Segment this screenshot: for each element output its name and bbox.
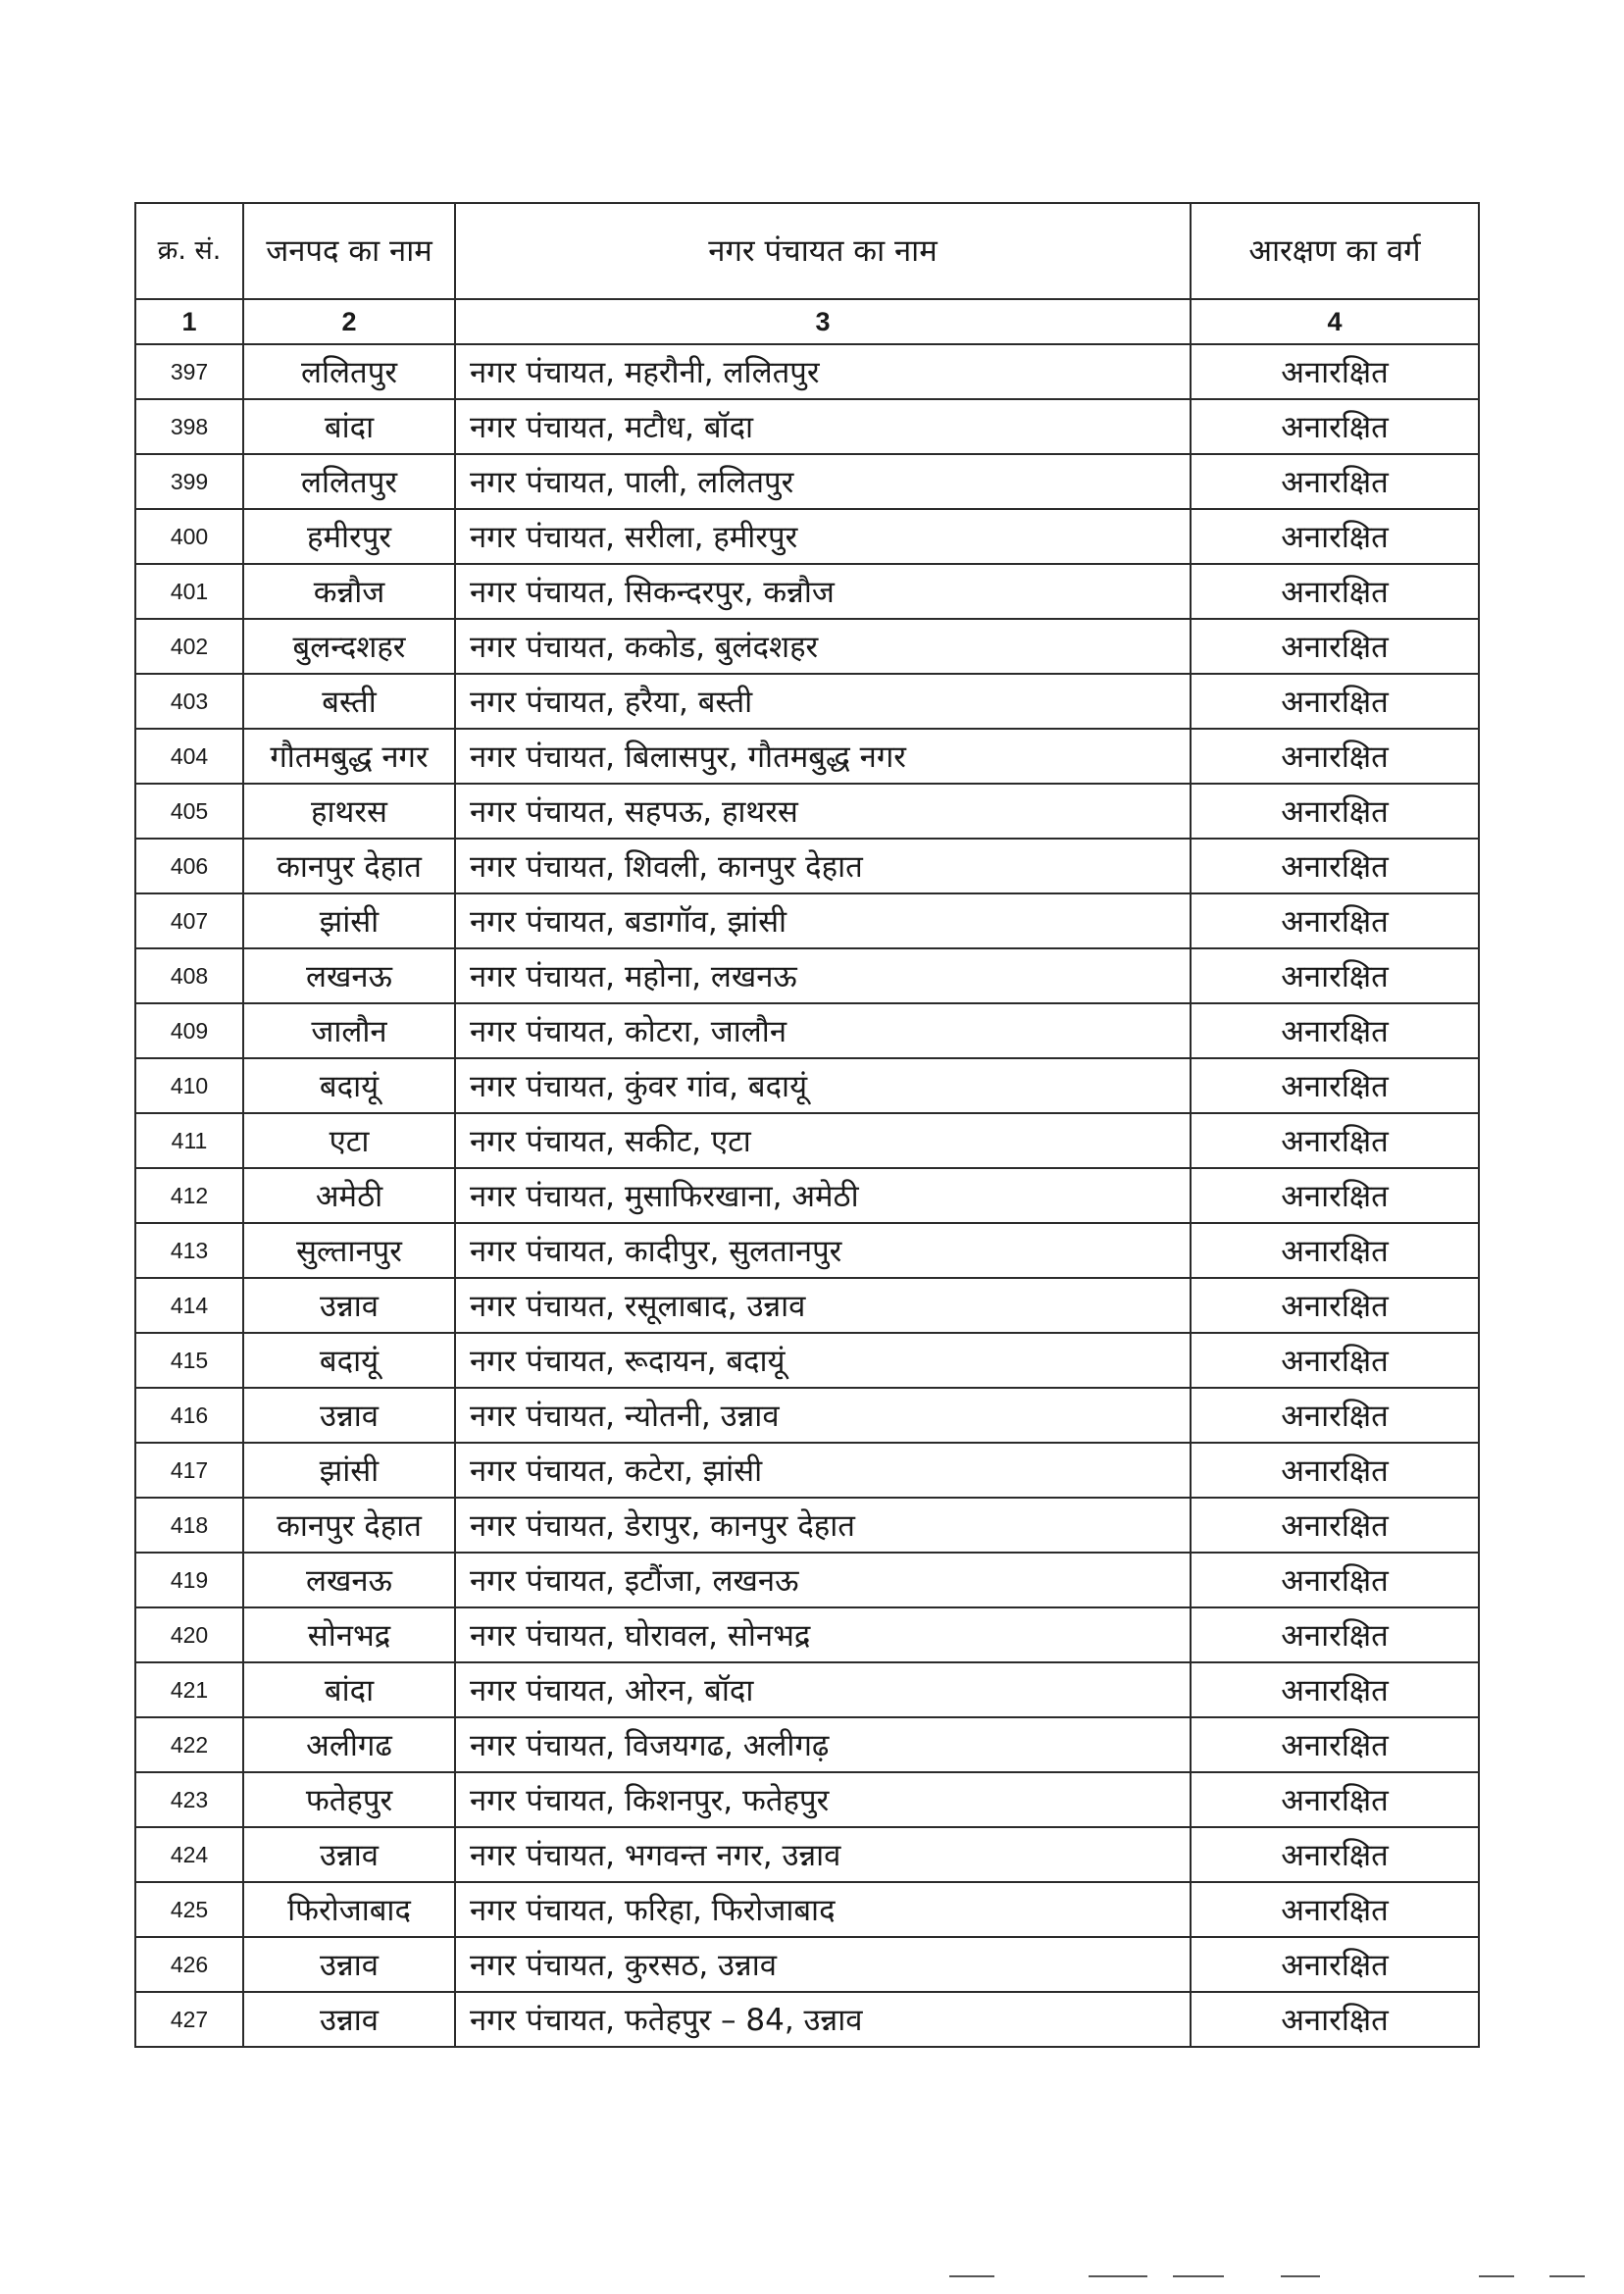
nagar-panchayat-cell: नगर पंचायत, कादीपुर, सुलतानपुर — [455, 1223, 1191, 1278]
reservation-category-cell: अनारक्षित — [1191, 399, 1479, 454]
table-row — [135, 1937, 1479, 1992]
serial-number-cell: 422 — [135, 1717, 243, 1772]
column-number: 2 — [243, 299, 455, 344]
reservation-category-cell: अनारक्षित — [1191, 509, 1479, 564]
district-cell: बदायूं — [243, 1333, 455, 1388]
nagar-panchayat-cell: नगर पंचायत, पाली, ललितपुर — [455, 454, 1191, 509]
nagar-panchayat-cell: नगर पंचायत, रूदायन, बदायूं — [455, 1333, 1191, 1388]
table-row — [135, 1717, 1479, 1772]
reservation-category-cell: अनारक्षित — [1191, 1003, 1479, 1058]
district-cell: लखनऊ — [243, 948, 455, 1003]
reservation-category-cell: अनारक्षित — [1191, 1553, 1479, 1607]
table-row — [135, 1388, 1479, 1443]
table-row — [135, 509, 1479, 564]
table-row — [135, 1772, 1479, 1827]
reservation-category-cell: अनारक्षित — [1191, 454, 1479, 509]
serial-number-cell: 407 — [135, 893, 243, 948]
reservation-category-cell: अनारक्षित — [1191, 1662, 1479, 1717]
nagar-panchayat-cell: नगर पंचायत, सकीट, एटा — [455, 1113, 1191, 1168]
reservation-category-cell: अनारक्षित — [1191, 619, 1479, 674]
nagar-panchayat-cell: नगर पंचायत, कोटरा, जालौन — [455, 1003, 1191, 1058]
header-serial: क्र. सं. — [135, 203, 243, 299]
reservation-category-cell: अनारक्षित — [1191, 893, 1479, 948]
nagar-panchayat-cell: नगर पंचायत, न्योतनी, उन्नाव — [455, 1388, 1191, 1443]
table-row — [135, 1882, 1479, 1937]
serial-number-cell: 398 — [135, 399, 243, 454]
nagar-panchayat-cell: नगर पंचायत, कुरसठ, उन्नाव — [455, 1937, 1191, 1992]
reservation-category-cell: अनारक्षित — [1191, 1827, 1479, 1882]
nagar-panchayat-cell: नगर पंचायत, महरौनी, ललितपुर — [455, 344, 1191, 399]
reservation-category-cell: अनारक्षित — [1191, 1607, 1479, 1662]
reservation-category-cell: अनारक्षित — [1191, 1388, 1479, 1443]
reservation-table — [134, 202, 1480, 2048]
district-cell: हाथरस — [243, 784, 455, 839]
reservation-category-cell: अनारक्षित — [1191, 1992, 1479, 2047]
district-cell: उन्नाव — [243, 1388, 455, 1443]
reservation-category-cell: अनारक्षित — [1191, 1223, 1479, 1278]
table-row — [135, 948, 1479, 1003]
district-cell: गौतमबुद्ध नगर — [243, 729, 455, 784]
footer-mark — [1281, 2275, 1320, 2277]
nagar-panchayat-cell: नगर पंचायत, घोरावल, सोनभद्र — [455, 1607, 1191, 1662]
reservation-category-cell: अनारक्षित — [1191, 729, 1479, 784]
serial-number-cell: 412 — [135, 1168, 243, 1223]
district-cell: एटा — [243, 1113, 455, 1168]
table-row — [135, 1223, 1479, 1278]
footer-mark — [1479, 2275, 1514, 2277]
district-cell: जालौन — [243, 1003, 455, 1058]
serial-number-cell: 425 — [135, 1882, 243, 1937]
table-row — [135, 674, 1479, 729]
nagar-panchayat-cell: नगर पंचायत, फरिहा, फिरोजाबाद — [455, 1882, 1191, 1937]
district-cell: बस्ती — [243, 674, 455, 729]
reservation-category-cell: अनारक्षित — [1191, 1882, 1479, 1937]
district-cell: ललितपुर — [243, 454, 455, 509]
table-row — [135, 784, 1479, 839]
column-number: 3 — [455, 299, 1191, 344]
nagar-panchayat-cell: नगर पंचायत, इटौंजा, लखनऊ — [455, 1553, 1191, 1607]
serial-number-cell: 414 — [135, 1278, 243, 1333]
reservation-category-cell: अनारक्षित — [1191, 839, 1479, 893]
reservation-category-cell: अनारक्षित — [1191, 674, 1479, 729]
reservation-category-cell: अनारक्षित — [1191, 1717, 1479, 1772]
district-cell: लखनऊ — [243, 1553, 455, 1607]
serial-number-cell: 401 — [135, 564, 243, 619]
reservation-category-cell: अनारक्षित — [1191, 344, 1479, 399]
district-cell: उन्नाव — [243, 1937, 455, 1992]
district-cell: अलीगढ — [243, 1717, 455, 1772]
district-cell: बुलन्दशहर — [243, 619, 455, 674]
serial-number-cell: 420 — [135, 1607, 243, 1662]
nagar-panchayat-cell: नगर पंचायत, मटौध, बॉदा — [455, 399, 1191, 454]
nagar-panchayat-cell: नगर पंचायत, सिकन्दरपुर, कन्नौज — [455, 564, 1191, 619]
district-cell: सुल्तानपुर — [243, 1223, 455, 1278]
header-district: जनपद का नाम — [243, 203, 455, 299]
footer-mark — [1549, 2275, 1585, 2277]
table-body — [135, 344, 1479, 2047]
reservation-category-cell: अनारक्षित — [1191, 1443, 1479, 1498]
serial-number-cell: 397 — [135, 344, 243, 399]
table-row — [135, 893, 1479, 948]
district-cell: कानपुर देहात — [243, 1498, 455, 1553]
serial-number-cell: 402 — [135, 619, 243, 674]
table-row — [135, 619, 1479, 674]
serial-number-cell: 410 — [135, 1058, 243, 1113]
serial-number-cell: 417 — [135, 1443, 243, 1498]
nagar-panchayat-cell: नगर पंचायत, फतेहपुर – 84, उन्नाव — [455, 1992, 1191, 2047]
nagar-panchayat-cell: नगर पंचायत, हरैया, बस्ती — [455, 674, 1191, 729]
district-cell: बांदा — [243, 399, 455, 454]
header-nagar-panchayat: नगर पंचायत का नाम — [455, 203, 1191, 299]
district-cell: फिरोजाबाद — [243, 1882, 455, 1937]
column-number: 4 — [1191, 299, 1479, 344]
district-cell: अमेठी — [243, 1168, 455, 1223]
nagar-panchayat-cell: नगर पंचायत, डेरापुर, कानपुर देहात — [455, 1498, 1191, 1553]
header-row — [135, 203, 1479, 299]
district-cell: झांसी — [243, 893, 455, 948]
column-number: 1 — [135, 299, 243, 344]
table-row — [135, 1443, 1479, 1498]
reservation-category-cell: अनारक्षित — [1191, 1498, 1479, 1553]
district-cell: फतेहपुर — [243, 1772, 455, 1827]
serial-number-cell: 419 — [135, 1553, 243, 1607]
serial-number-cell: 404 — [135, 729, 243, 784]
table-row — [135, 1058, 1479, 1113]
nagar-panchayat-cell: नगर पंचायत, भगवन्त नगर, उन्नाव — [455, 1827, 1191, 1882]
serial-number-cell: 421 — [135, 1662, 243, 1717]
footer-mark — [1089, 2275, 1147, 2277]
serial-number-cell: 411 — [135, 1113, 243, 1168]
serial-number-cell: 405 — [135, 784, 243, 839]
table-row — [135, 1278, 1479, 1333]
table-row — [135, 454, 1479, 509]
nagar-panchayat-cell: नगर पंचायत, रसूलाबाद, उन्नाव — [455, 1278, 1191, 1333]
footer-mark — [949, 2275, 994, 2277]
table-row — [135, 1553, 1479, 1607]
district-cell: बदायूं — [243, 1058, 455, 1113]
table-row — [135, 564, 1479, 619]
serial-number-cell: 409 — [135, 1003, 243, 1058]
serial-number-cell: 418 — [135, 1498, 243, 1553]
district-cell: कन्नौज — [243, 564, 455, 619]
district-cell: झांसी — [243, 1443, 455, 1498]
nagar-panchayat-cell: नगर पंचायत, बडागॉव, झांसी — [455, 893, 1191, 948]
reservation-category-cell: अनारक्षित — [1191, 1278, 1479, 1333]
column-number-row — [135, 299, 1479, 344]
table-row — [135, 1113, 1479, 1168]
reservation-category-cell: अनारक्षित — [1191, 1058, 1479, 1113]
nagar-panchayat-cell: नगर पंचायत, विजयगढ, अलीगढ़ — [455, 1717, 1191, 1772]
serial-number-cell: 406 — [135, 839, 243, 893]
nagar-panchayat-cell: नगर पंचायत, बिलासपुर, गौतमबुद्ध नगर — [455, 729, 1191, 784]
district-cell: ललितपुर — [243, 344, 455, 399]
serial-number-cell: 400 — [135, 509, 243, 564]
serial-number-cell: 416 — [135, 1388, 243, 1443]
reservation-category-cell: अनारक्षित — [1191, 1333, 1479, 1388]
reservation-category-cell: अनारक्षित — [1191, 1113, 1479, 1168]
table-row — [135, 839, 1479, 893]
table-row — [135, 729, 1479, 784]
serial-number-cell: 403 — [135, 674, 243, 729]
nagar-panchayat-cell: नगर पंचायत, सहपऊ, हाथरस — [455, 784, 1191, 839]
serial-number-cell: 408 — [135, 948, 243, 1003]
district-cell: उन्नाव — [243, 1827, 455, 1882]
nagar-panchayat-cell: नगर पंचायत, सरीला, हमीरपुर — [455, 509, 1191, 564]
table-row — [135, 1003, 1479, 1058]
serial-number-cell: 426 — [135, 1937, 243, 1992]
reservation-category-cell: अनारक्षित — [1191, 1772, 1479, 1827]
serial-number-cell: 427 — [135, 1992, 243, 2047]
district-cell: बांदा — [243, 1662, 455, 1717]
nagar-panchayat-cell: नगर पंचायत, कुंवर गांव, बदायूं — [455, 1058, 1191, 1113]
nagar-panchayat-cell: नगर पंचायत, मुसाफिरखाना, अमेठी — [455, 1168, 1191, 1223]
reservation-category-cell: अनारक्षित — [1191, 948, 1479, 1003]
reservation-category-cell: अनारक्षित — [1191, 784, 1479, 839]
table-row — [135, 1992, 1479, 2047]
reservation-category-cell: अनारक्षित — [1191, 1168, 1479, 1223]
header-reservation: आरक्षण का वर्ग — [1191, 203, 1479, 299]
footer-mark — [1173, 2275, 1224, 2277]
nagar-panchayat-cell: नगर पंचायत, कटेरा, झांसी — [455, 1443, 1191, 1498]
reservation-category-cell: अनारक्षित — [1191, 1937, 1479, 1992]
district-cell: कानपुर देहात — [243, 839, 455, 893]
serial-number-cell: 424 — [135, 1827, 243, 1882]
district-cell: हमीरपुर — [243, 509, 455, 564]
table-row — [135, 1498, 1479, 1553]
nagar-panchayat-cell: नगर पंचायत, किशनपुर, फतेहपुर — [455, 1772, 1191, 1827]
nagar-panchayat-cell: नगर पंचायत, महोना, लखनऊ — [455, 948, 1191, 1003]
reservation-category-cell: अनारक्षित — [1191, 564, 1479, 619]
table-row — [135, 344, 1479, 399]
table-row — [135, 1662, 1479, 1717]
nagar-panchayat-cell: नगर पंचायत, ओरन, बॉदा — [455, 1662, 1191, 1717]
table-row — [135, 1607, 1479, 1662]
table-row — [135, 399, 1479, 454]
table-row — [135, 1827, 1479, 1882]
district-cell: उन्नाव — [243, 1992, 455, 2047]
nagar-panchayat-cell: नगर पंचायत, ककोड, बुलंदशहर — [455, 619, 1191, 674]
nagar-panchayat-cell: नगर पंचायत, शिवली, कानपुर देहात — [455, 839, 1191, 893]
serial-number-cell: 413 — [135, 1223, 243, 1278]
district-cell: सोनभद्र — [243, 1607, 455, 1662]
serial-number-cell: 415 — [135, 1333, 243, 1388]
serial-number-cell: 423 — [135, 1772, 243, 1827]
table-row — [135, 1168, 1479, 1223]
district-cell: उन्नाव — [243, 1278, 455, 1333]
serial-number-cell: 399 — [135, 454, 243, 509]
table-row — [135, 1333, 1479, 1388]
